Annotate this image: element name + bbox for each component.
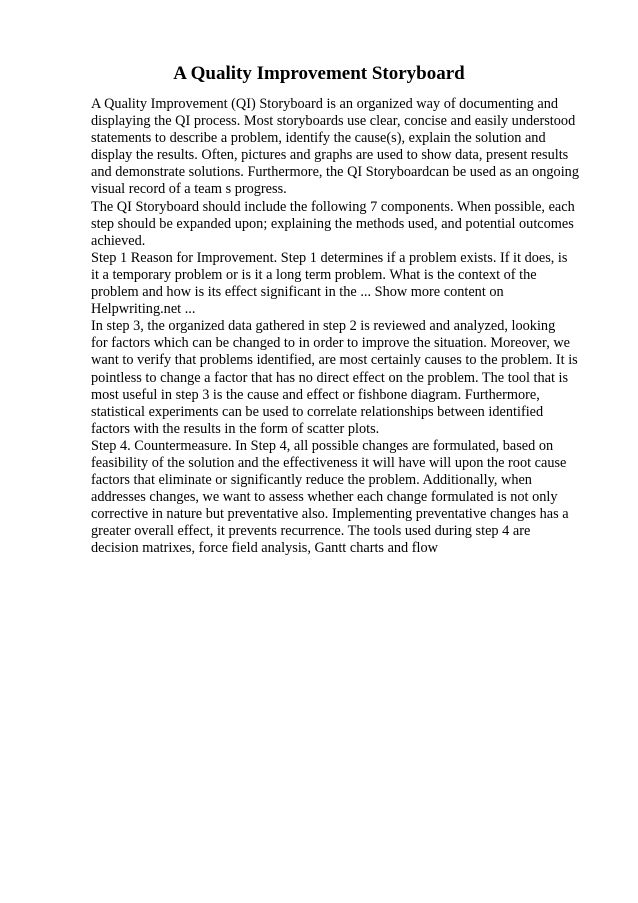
document-title: A Quality Improvement Storyboard [173,63,465,84]
text-line: step should be expanded upon; explaining the methods used, and potential outcomes [91,215,574,232]
text-line: addresses changes, we want to assess whether each change formulated is not only [91,489,558,506]
text-line: and demonstrate solutions. Furthermore, the QI Storyboardcan be used as an ongoing [91,164,579,181]
text-line: Step 1 Reason for Improvement. Step 1 determines if a problem exists. If it does, is [91,249,568,266]
text-line: want to verify that problems identified, are most certainly causes to the problem. It is [91,352,578,369]
text-line: for factors which can be changed to in order to improve the situation. Moreover, we [91,335,571,352]
text-line: In step 3, the organized data gathered in step 2 is reviewed and analyzed, looking [91,318,556,335]
text-line: achieved. [91,232,146,249]
text-line: statistical experiments can be used to correlate relationships between identified [91,403,544,420]
text-line: statements to describe a problem, identify the cause(s), explain the solution and [91,130,546,147]
document-body [91,96,579,558]
text-line: greater overall effect, it prevents recurrence. The tools used during step 4 are [91,523,531,540]
text-line: visual record of a team s progress. [91,181,287,198]
text-line: Helpwriting.net ... [91,301,196,318]
text-line: display the results. Often, pictures and graphs are used to show data, present results [91,147,569,164]
text-line: factors with the results in the form of scatter plots. [91,420,380,437]
text-line: decision matrixes, force field analysis, Gantt charts and flow [91,540,438,557]
text-line: problem and how is its effect significant in the ... Show more content on [91,284,504,301]
text-line: factors that eliminate or significantly reduce the problem. Additionally, when [91,472,532,489]
text-line: Step 4. Countermeasure. In Step 4, all possible changes are formulated, based on [91,437,554,454]
text-line: displaying the QI process. Most storyboards use clear, concise and easily understood [91,113,576,130]
text-line: The QI Storyboard should include the following 7 components. When possible, each [91,198,575,215]
text-line: A Quality Improvement (QI) Storyboard is an organized way of documenting and [91,96,559,112]
text-line: corrective in nature but preventative also. Implementing preventative changes has a [91,506,569,523]
text-line: feasibility of the solution and the effectiveness it will have will upon the root cause [91,454,567,471]
text-line: most useful in step 3 is the cause and effect or fishbone diagram. Furthermore, [91,386,540,403]
text-line: it a temporary problem or is it a long term problem. What is the context of the [91,266,537,283]
text-line: pointless to change a factor that has no direct effect on the problem. The tool that is [91,369,569,386]
